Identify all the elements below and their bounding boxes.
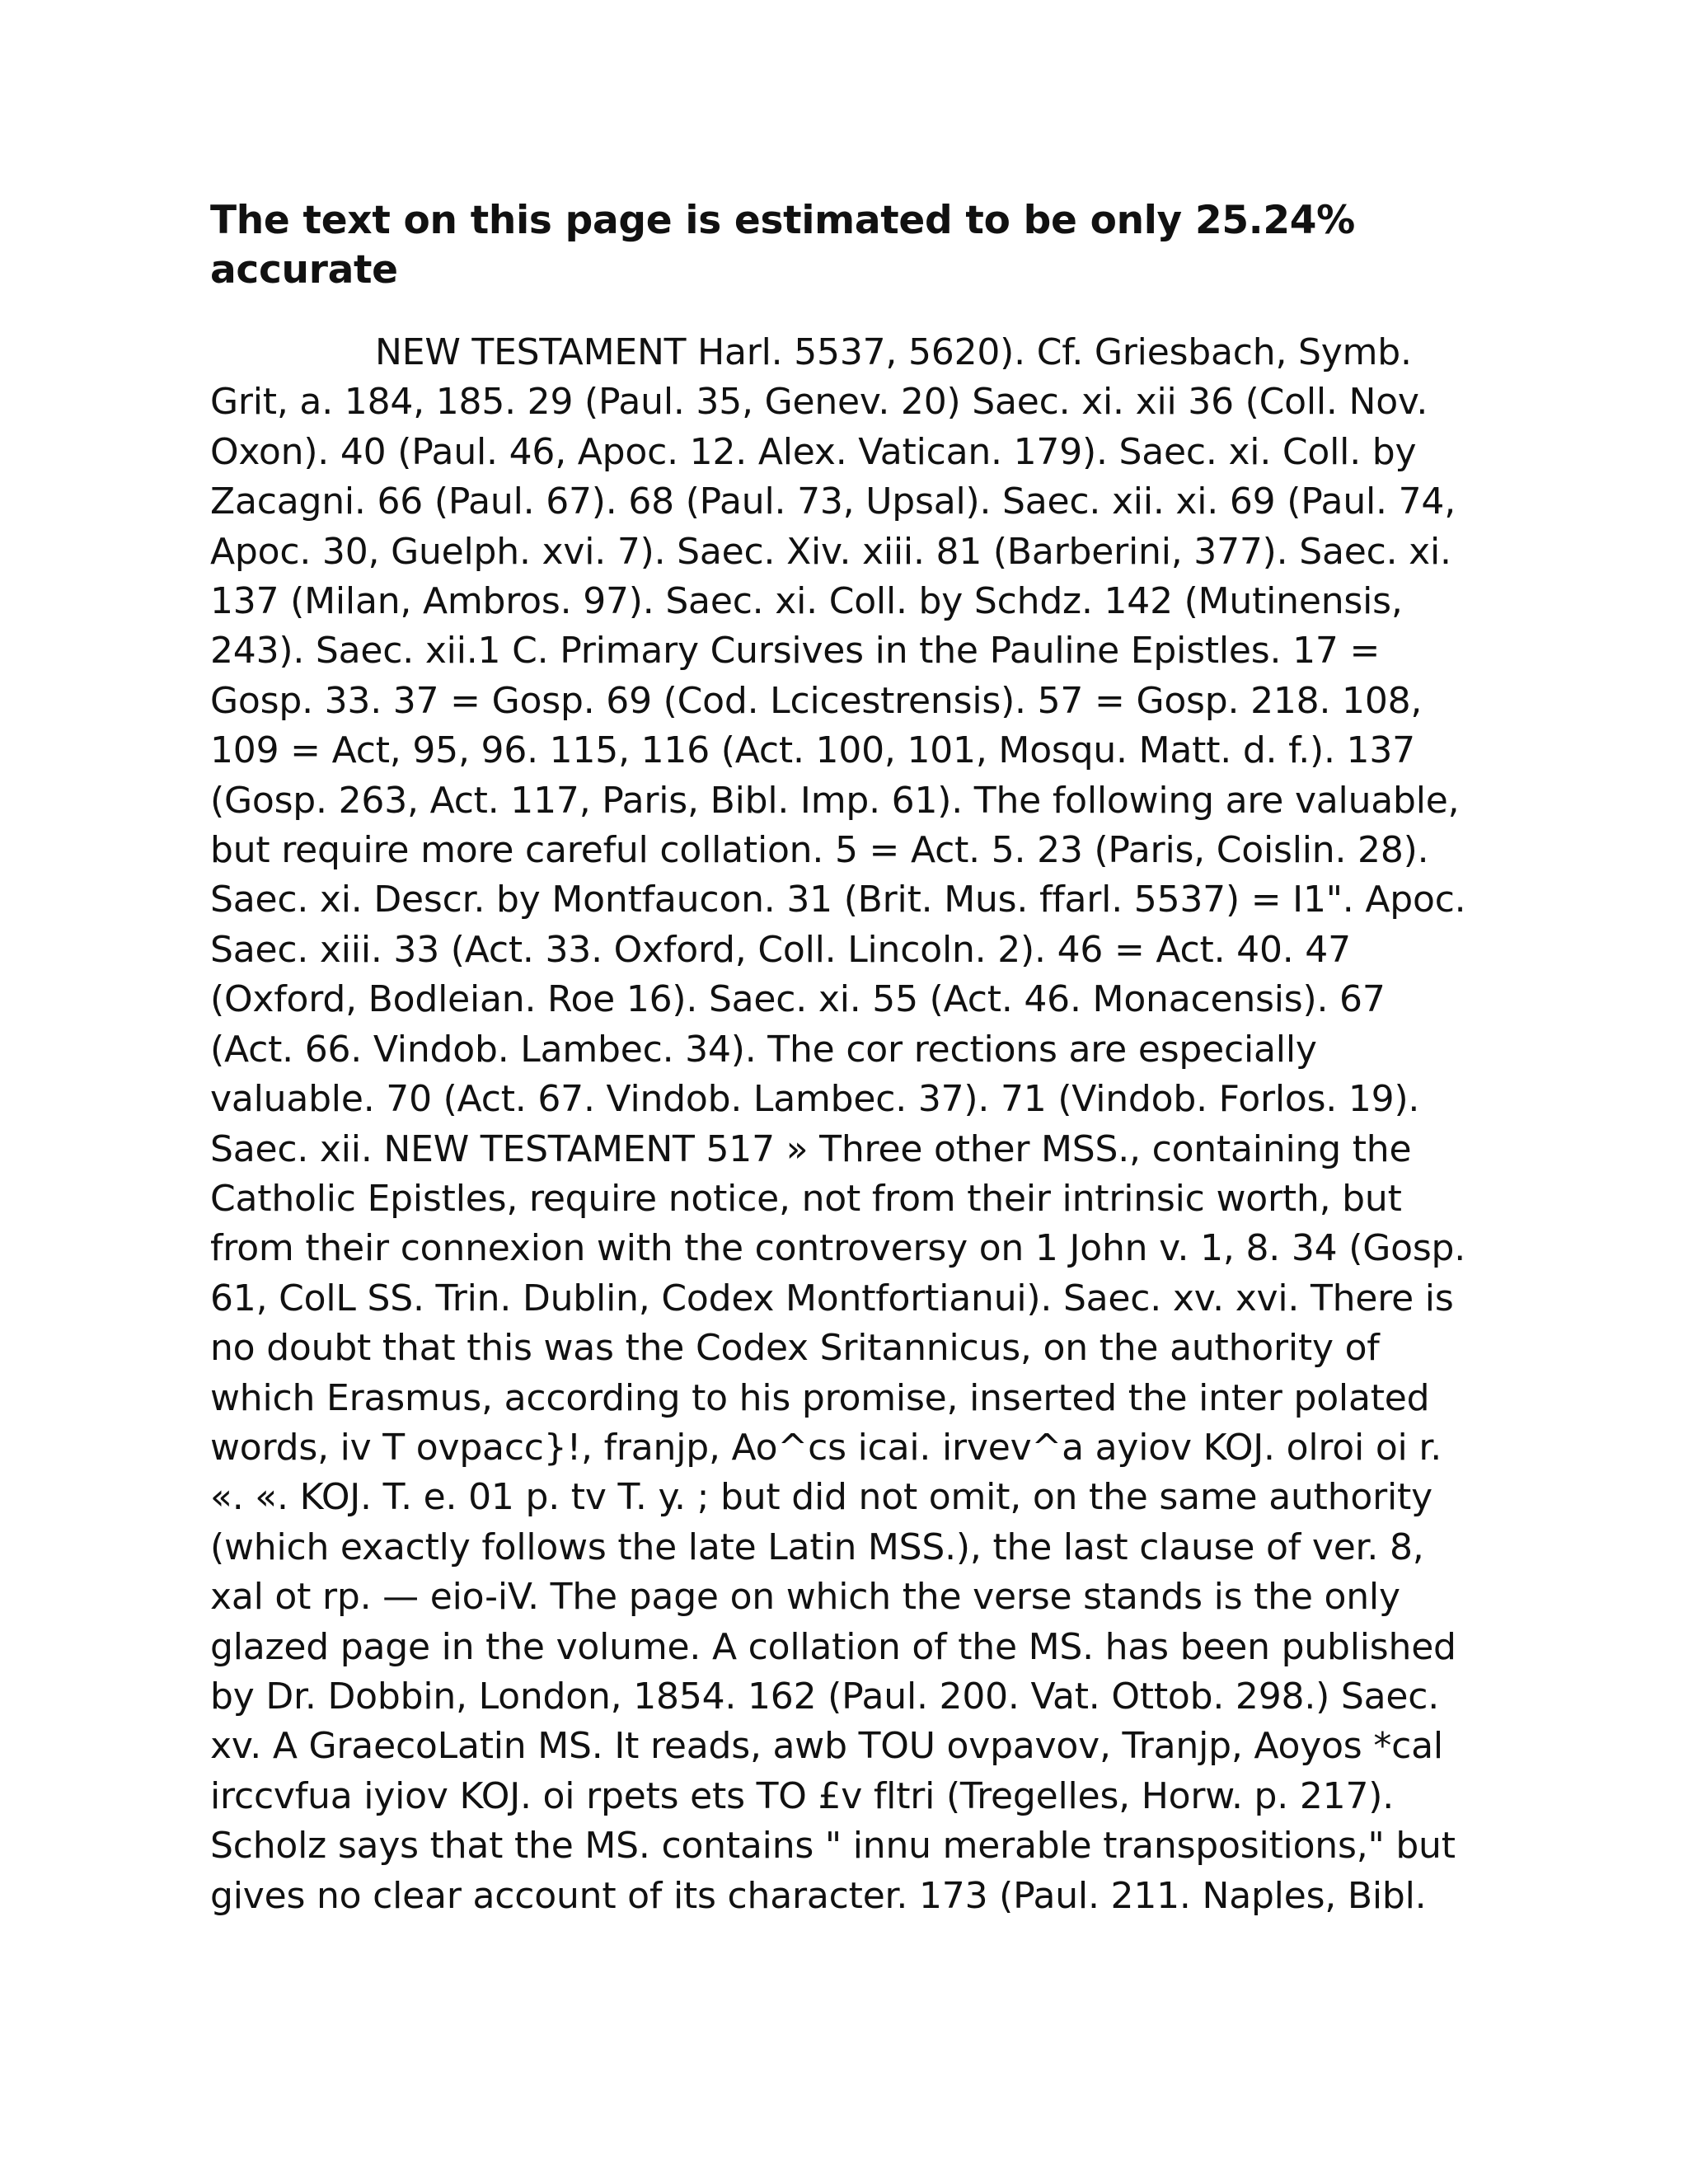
accuracy-heading: The text on this page is estimated to be only 25.24% accurate bbox=[210, 198, 1355, 293]
body-paragraph: NEW TESTAMENT Harl. 5537, 5620). Cf. Griesbach, Symb. Grit, a. 184, 185. 29 (Paul. 35, Genev. 20) Saec. xi. xii 36 (Coll. Nov. Oxon). 40 (Paul. 46, Apoc. 12. Alex. Vatican. 179). Saec. xi. Coll. by Zacagni. 66 (Paul. 67). 68 (Paul. 73, Upsal). Saec. xii. xi. 69 (Paul. 74, Apoc. 30, Guelph. xvi. 7). Saec. Xiv. xiii. 81 (Barberini, 377). Saec. xi. 137 (Milan, Ambros. 97). Saec. xi. Coll. by Schdz. 142 (Mutinensis, 243). Saec. xii.1 C. Primary Cursives in the Pauline Epistles. 17 = Gosp. 33. 37 = Gosp. 69 (Cod. Lcicestrensis). 57 = Gosp. 218. 108, 109 = Act, 95, 96. 115, 116 (Act. 100, 101, Mosqu. Matt. d. f.). 137 (Gosp. 263, Act. 117, Paris, Bibl. Imp. 61). The following are valuable, but require more careful collation. 5 = Act. 5. 23 (Paris, Coislin. 28). Saec. xi. Descr. by Montfaucon. 31 (Brit. Mus. ffarl. 5537) = I1". Apoc. Saec. xiii. 33 (Act. 33. Oxford, Coll. Lincoln. 2). 46 = Act. 40. 47 (Oxford, Bodleian. Roe 16). Saec. xi. 55 (Act. 46. Monacensis). 67 (Act. 66. Vindob. Lambec. 34). The cor rections are especially valuable. 70 (Act. 67. Vindob. Lambec. 37). 71 (Vindob. Forlos. 19). Saec. xii. NEW TESTAMENT 517 » Three other MSS., containing the Catholic Epistles, require notice, not from their intrinsic worth, but from their connexion with the controversy on 1 John v. 1, 8. 34 (Gosp. 61, ColL SS. Trin. Dublin, Codex Montfortianui). Saec. xv. xvi. There is no doubt that this was the Codex Sritannicus, on the authority of which Erasmus, according to his promise, inserted the inter polated words, iv T ovpacc}!, franjp, Ao^cs icai. irvev^a ayiov KOJ. olroi oi r. «. «. KOJ. T. e. 01 p. tv T. y. ; but did not omit, on the same authority (which exactly follows the late Latin MSS.), the last clause of ver. 8, xal ot rp. — eio-iV. The page on which the verse stands is the only glazed page in the volume. A collation of the MS. has been published by Dr. Dobbin, London, 1854. 162 (Paul. 200. Vat. Ottob. 298.) Saec. xv. A GraecoLatin MS. It reads, awb TOU ovpavov, Tranjp, Aoyos *cal irccvfua iyiov KOJ. oi rpets ets TO £v fltri (Tregelles, Horw. p. 217). Scholz says that the MS. contains " innu merable transpositions," but gives no clear account of its character. 173 (Paul. 211. Naples, Bibl. bbox=[210, 331, 1466, 1917]
document-page bbox=[210, 196, 1479, 1921]
